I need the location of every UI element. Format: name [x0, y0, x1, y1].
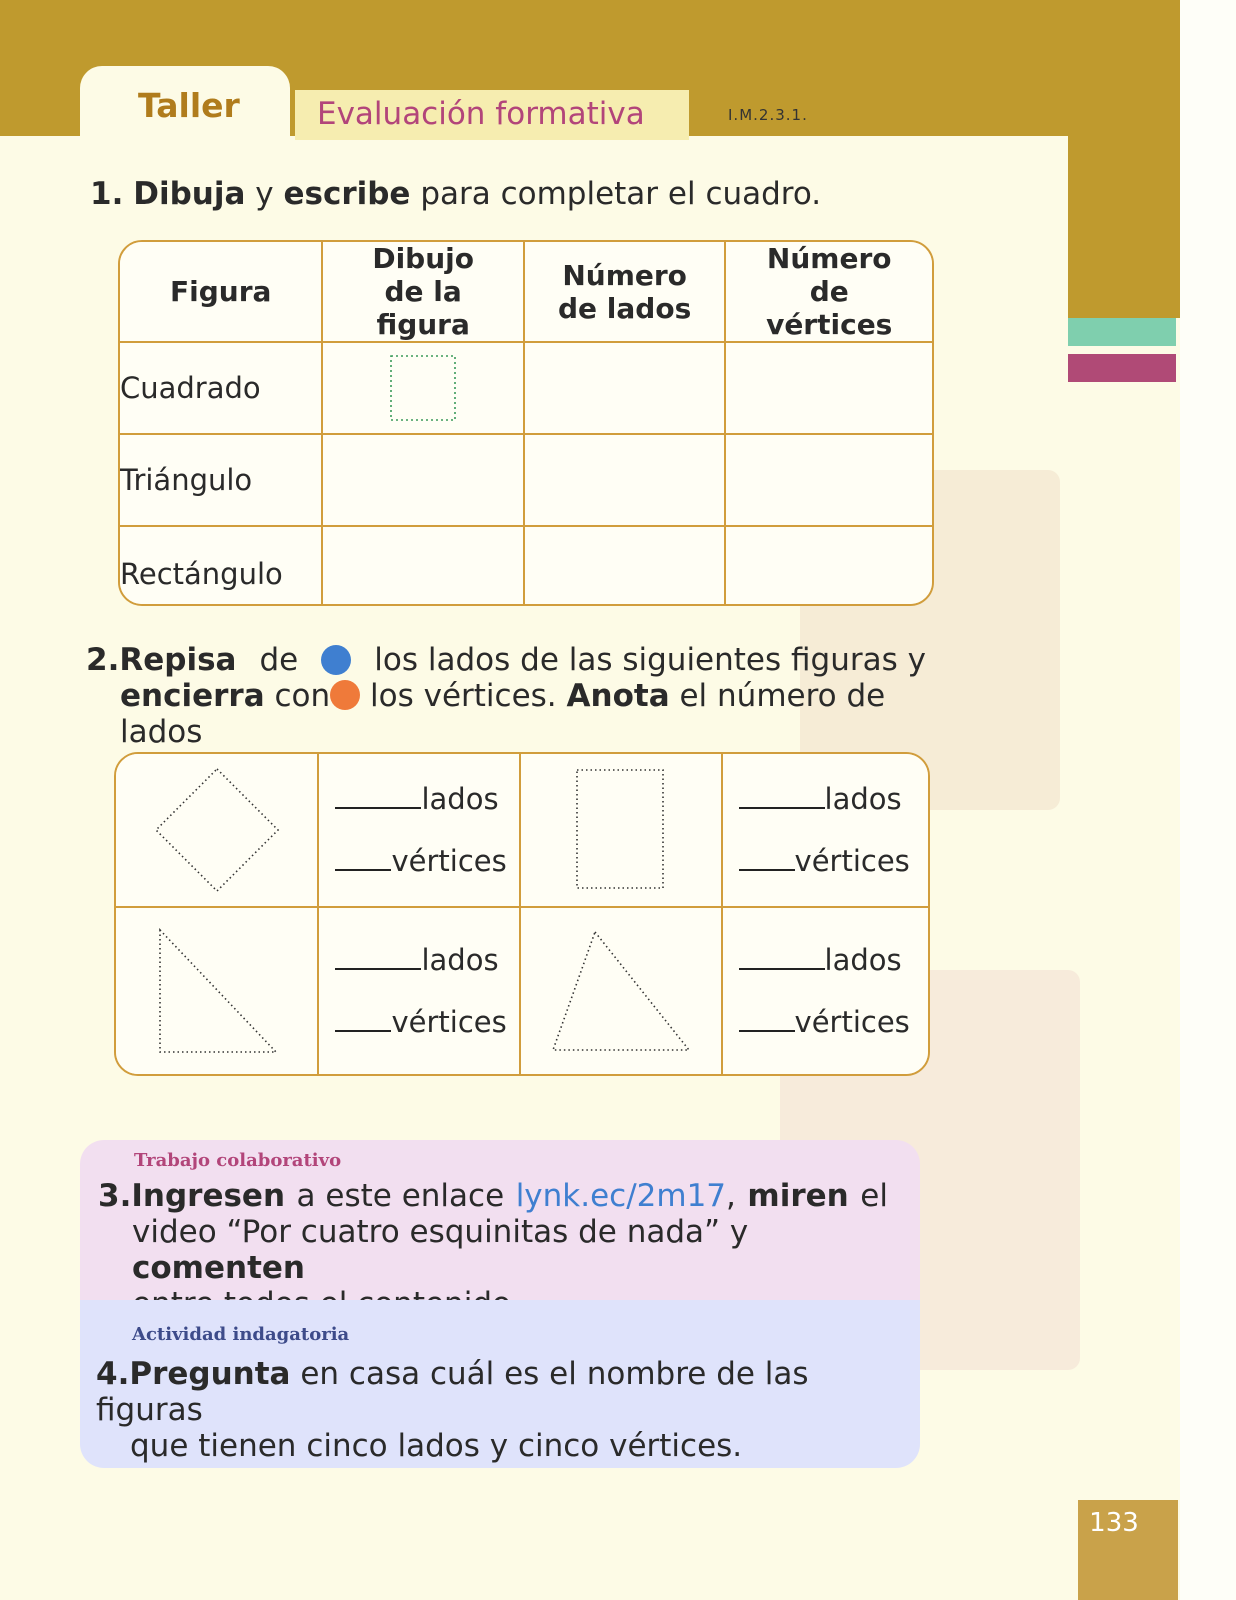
vertices-label: vértices	[794, 1005, 910, 1039]
q3-comma: ,	[726, 1178, 736, 1214]
answer-cell[interactable]	[723, 908, 928, 1074]
blank-line[interactable]	[739, 807, 825, 809]
q1-connector: y	[255, 176, 274, 212]
dotted-rhombus-icon	[152, 765, 282, 895]
header-dibujo-text: Dibujo de la figura	[372, 242, 474, 341]
q3-line-1	[98, 1178, 888, 1214]
row-label-rectangulo: Rectángulo	[120, 527, 323, 606]
video-link[interactable]: lynk.ec/2m17	[515, 1178, 727, 1214]
q3-line-2	[98, 1214, 888, 1286]
q2-verb-encierra: encierra	[120, 678, 265, 714]
q2-table	[114, 752, 930, 1076]
shape-cell	[521, 754, 723, 908]
blue-dot-icon	[321, 645, 351, 675]
sides-label: lados	[421, 782, 499, 816]
q4-line-1	[96, 1356, 896, 1428]
tab-taller	[80, 66, 290, 142]
indicator-code: I.M.2.3.1.	[728, 106, 808, 124]
q3-verb-comenten: comenten	[132, 1250, 305, 1286]
side-strip-green	[1068, 318, 1176, 346]
drawing-cell[interactable]	[323, 343, 524, 435]
q2-text-numero: el número de lados	[120, 678, 886, 750]
answer-cell[interactable]	[525, 435, 727, 527]
blank-line[interactable]	[739, 1030, 795, 1032]
q2-verb-repisa: Repisa	[119, 642, 237, 678]
blank-line[interactable]	[739, 968, 825, 970]
header-figura	[120, 242, 323, 343]
drawing-cell[interactable]	[323, 435, 524, 527]
q3-verb-miren: miren	[747, 1178, 849, 1214]
orange-dot-icon	[330, 680, 360, 710]
q3-text-enlace: a este enlace	[296, 1178, 505, 1214]
vertices-label: vértices	[391, 1005, 507, 1039]
sides-answer[interactable]	[335, 929, 518, 991]
answer-cell[interactable]	[525, 343, 727, 435]
blank-line[interactable]	[739, 869, 795, 871]
q3-video-title: video “Por cuatro esquinitas de nada” y	[132, 1214, 749, 1250]
answer-cell[interactable]	[525, 527, 727, 606]
q2-verb-anota: Anota	[566, 678, 670, 714]
row-label-triangulo: Triángulo	[120, 435, 323, 527]
dotted-square-icon	[388, 353, 458, 423]
answer-cell[interactable]	[723, 754, 928, 908]
vertices-label: vértices	[794, 844, 910, 878]
q2-text-con: con	[274, 678, 331, 714]
q2-line-2	[86, 678, 926, 750]
answer-cell[interactable]	[319, 908, 520, 1074]
collaborative-label: Trabajo colaborativo	[134, 1150, 342, 1171]
page-edge	[1180, 0, 1236, 1600]
blank-line[interactable]	[335, 807, 421, 809]
vertices-answer[interactable]	[335, 830, 518, 892]
header-lados-text: Número de lados	[558, 258, 692, 325]
blank-line[interactable]	[335, 1030, 391, 1032]
section-banner	[295, 90, 689, 140]
side-strip-magenta	[1068, 354, 1176, 382]
q1-instruction	[90, 176, 821, 212]
tab-taller-label: Taller	[138, 86, 240, 125]
sides-answer[interactable]	[739, 768, 928, 830]
header-dibujo	[323, 242, 524, 343]
q1-verb-escribe: escribe	[283, 176, 411, 212]
answer-cell[interactable]	[726, 435, 932, 527]
header-vertices-text: Número de vértices	[766, 242, 893, 341]
sides-answer[interactable]	[335, 768, 518, 830]
q4-verb-pregunta: Pregunta	[129, 1356, 291, 1392]
q2-number: 2.	[86, 642, 120, 678]
q3-number: 3.	[98, 1178, 132, 1214]
inquiry-label: Actividad indagatoria	[132, 1324, 350, 1345]
q2-text-vertices: los vértices.	[370, 678, 557, 714]
q4-line-2: que tienen cinco lados y cinco vértices.	[130, 1428, 743, 1464]
section-title: Evaluación formativa	[317, 96, 645, 132]
answer-cell[interactable]	[726, 343, 932, 435]
q1-rest: para completar el cuadro.	[420, 176, 822, 212]
sides-answer[interactable]	[739, 929, 928, 991]
row-label-cuadrado: Cuadrado	[120, 343, 323, 435]
q2-text-de: de	[259, 642, 299, 678]
vertices-label: vértices	[391, 844, 507, 878]
vertices-answer[interactable]	[739, 991, 928, 1053]
shape-cell	[116, 754, 319, 908]
page-number: 133	[1089, 1508, 1139, 1538]
q1-table	[118, 240, 934, 606]
q1-verb-dibuja: Dibuja	[133, 176, 246, 212]
blank-line[interactable]	[335, 869, 391, 871]
shape-cell	[521, 908, 723, 1074]
drawing-cell[interactable]	[323, 527, 524, 606]
answer-cell[interactable]	[726, 527, 932, 606]
shape-cell	[116, 908, 319, 1074]
dotted-triangle-icon	[549, 928, 693, 1054]
header-vertices	[726, 242, 932, 343]
dotted-rectangle-icon	[573, 766, 669, 894]
side-band	[1068, 136, 1180, 318]
answer-cell[interactable]	[319, 754, 520, 908]
dotted-right-triangle-icon	[152, 926, 282, 1056]
q2-line-1	[86, 642, 926, 678]
q2-text-lados: los lados de las siguientes figuras y	[374, 642, 926, 678]
sides-label: lados	[421, 943, 499, 977]
vertices-answer[interactable]	[335, 991, 518, 1053]
sides-label: lados	[824, 943, 902, 977]
q3-text-el: el	[860, 1178, 888, 1214]
q4-number: 4.	[96, 1356, 130, 1392]
blank-line[interactable]	[335, 968, 421, 970]
header-lados	[525, 242, 727, 343]
vertices-answer[interactable]	[739, 830, 928, 892]
sides-label: lados	[824, 782, 902, 816]
header-figura-text: Figura	[170, 275, 272, 308]
q4-text-1: en casa cuál es el nombre de las figuras	[96, 1356, 809, 1428]
q3-verb-ingresen: Ingresen	[131, 1178, 286, 1214]
q1-number: 1.	[90, 176, 124, 212]
q4-instruction	[96, 1356, 896, 1464]
